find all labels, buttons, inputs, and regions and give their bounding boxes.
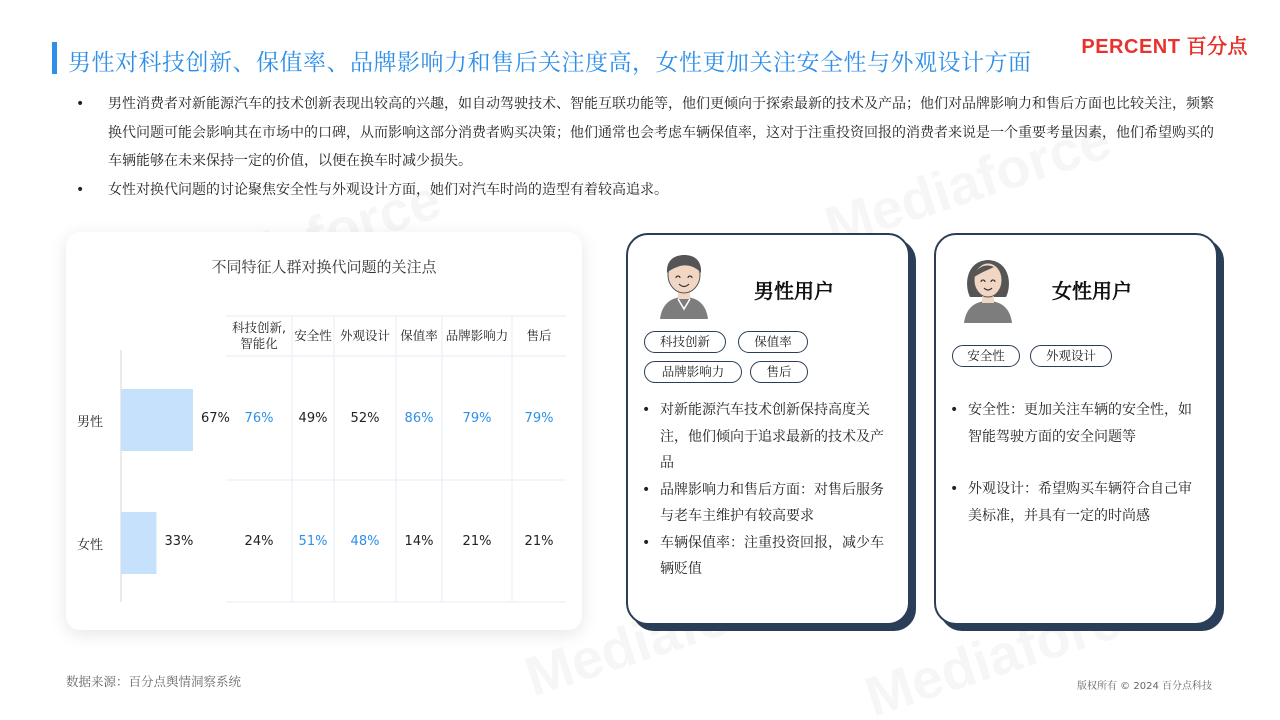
table-cell: 51% (298, 534, 328, 549)
chart-card (66, 232, 582, 630)
column-header: 售后 (526, 328, 552, 343)
female-tag: 安全性 (952, 345, 1020, 367)
page-title: 男性对科技创新、保值率、品牌影响力和售后关注度高，女性更加关注安全性与外观设计方面 (68, 50, 1032, 76)
chart-title: 不同特征人群对换代问题的关注点 (211, 258, 437, 276)
male-avatar-icon (656, 251, 712, 321)
male-user-card (626, 233, 910, 625)
female-point (950, 397, 1200, 450)
bullet-dot-icon: • (76, 181, 85, 198)
table-cell: 86% (404, 411, 434, 426)
row-label: 女性 (77, 538, 104, 553)
female-point-text: 安全性：更加关注车辆的安全性，如智能驾驶方面的安全问题等 (968, 402, 1192, 445)
bullet-dot-icon: • (642, 534, 651, 551)
female-user-card (934, 233, 1218, 625)
data-source: 数据来源：百分点舆情洞察系统 (66, 674, 242, 689)
female-point-text: 外观设计：希望购买车辆符合自己审美标准，并具有一定的时尚感 (968, 481, 1192, 524)
male-tag: 品牌影响力 (644, 361, 742, 383)
brand-logo: PERCENT 百分点 (1081, 36, 1248, 58)
bar-女性 (121, 512, 156, 574)
copyright: 版权所有 © 2024 百分点科技 (1077, 681, 1212, 692)
bullet-text: 男性消费者对新能源汽车的技术创新表现出较高的兴趣，如自动驾驶技术、智能互联功能等，他们更倾向于探索最新的技术及产品；他们对品牌影响力和售后方面也比较关注，频繁换代问题可能会影响其在市场中的口碑，从而影响这部分消费者购买决策；他们通常也会考虑车辆保值率，这对于注重投资回报的消费者来说是一个重要考量因素，他们希望购买的车辆能够在未来保持一定的价值，以便在换车时减少损失。 (108, 96, 1214, 169)
bar-value-label: 67% (201, 411, 230, 426)
male-card-title: 男性用户 (754, 279, 834, 303)
male-tag: 保值率 (738, 331, 808, 353)
male-tag: 科技创新 (644, 331, 726, 353)
summary-bullets (76, 90, 1226, 204)
table-cell: 21% (524, 534, 554, 549)
bullet-dot-icon: • (642, 481, 651, 498)
table-cell: 48% (350, 534, 380, 549)
female-point (950, 476, 1200, 529)
bar-男性 (121, 389, 193, 451)
bullet-dot-icon: • (950, 481, 959, 497)
bullet-dot-icon: • (76, 96, 85, 112)
table-cell: 52% (350, 411, 380, 426)
bullet-dot-icon: • (642, 402, 651, 418)
male-point-text: 品牌影响力和售后方面：对售后服务与老车主维护有较高要求 (660, 481, 884, 524)
female-points (950, 397, 1200, 529)
male-point (642, 397, 892, 477)
column-header: 安全性 (294, 328, 332, 343)
table-cell: 14% (404, 534, 434, 549)
male-point-text: 车辆保值率：注重投资回报，减少车辆贬值 (660, 534, 884, 577)
female-card-title: 女性用户 (1052, 279, 1132, 303)
column-header: 外观设计 (339, 328, 390, 343)
table-cell: 76% (244, 411, 274, 426)
male-point (642, 530, 892, 583)
column-header: 科技创新, 智能化 (232, 320, 286, 351)
column-header: 品牌影响力 (445, 328, 509, 343)
row-label: 男性 (77, 415, 104, 430)
table-cell: 21% (462, 534, 492, 549)
bar-value-label: 33% (164, 534, 194, 549)
bullet-text: 女性对换代问题的讨论聚焦安全性与外观设计方面，她们对汽车时尚的造型有着较高追求。 (108, 181, 668, 198)
male-tag: 售后 (750, 361, 808, 383)
table-cell: 49% (298, 411, 328, 426)
male-point (642, 477, 892, 530)
bullet-dot-icon: • (950, 402, 959, 418)
female-tag: 外观设计 (1030, 345, 1112, 367)
table-cell: 79% (462, 411, 492, 426)
male-point-text: 对新能源汽车技术创新保持高度关注，他们倾向于追求最新的技术及产品 (660, 402, 884, 471)
bullet-item (76, 90, 1226, 176)
bullet-item (76, 176, 1226, 205)
table-cell: 24% (244, 534, 274, 549)
female-avatar-icon (960, 255, 1016, 325)
male-points (642, 397, 892, 583)
column-header: 保值率 (400, 328, 438, 343)
chart-svg (66, 232, 582, 630)
table-cell: 79% (524, 411, 554, 426)
title-accent-bar (52, 42, 57, 74)
